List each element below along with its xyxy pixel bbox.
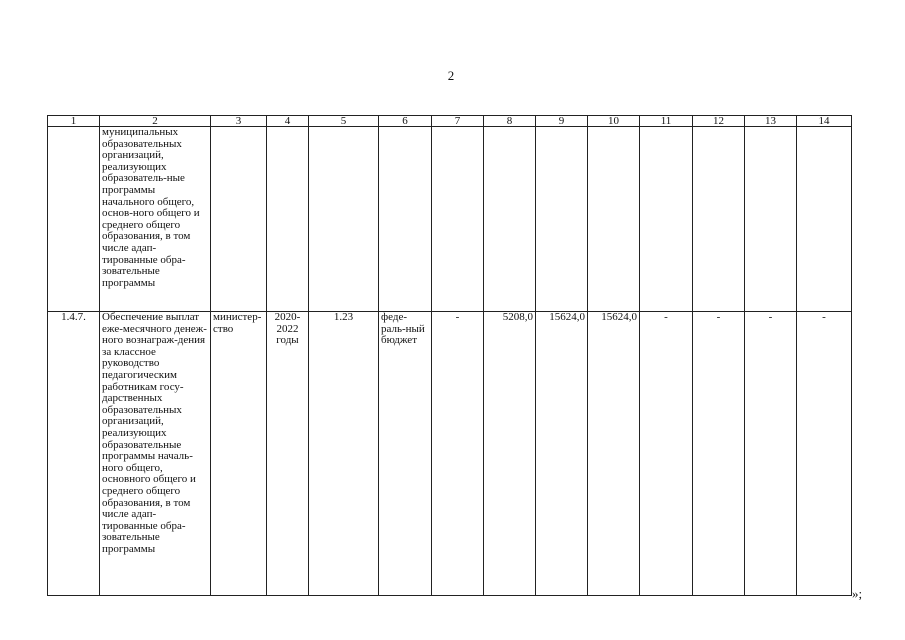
cell-col10: 15624,0	[588, 312, 640, 596]
cell-col9	[536, 127, 588, 312]
cell-executor	[211, 127, 267, 312]
header-cell-4: 4	[267, 116, 309, 127]
program-table	[47, 115, 852, 596]
header-row	[48, 116, 852, 127]
cell-col11	[640, 127, 693, 312]
cell-description: муниципальных образовательных организаций, реализующих образователь-ные программы начального общего, основ-ного общего и среднего общего образования, в том числе адап-тированные обра-зовательные программы	[100, 127, 211, 312]
cell-col8	[484, 127, 536, 312]
table-row-1-4-7	[48, 312, 852, 596]
cell-source	[379, 127, 432, 312]
cell-col14: -	[797, 312, 852, 596]
cell-col12	[693, 127, 745, 312]
cell-num	[48, 127, 100, 312]
header-cell-3: 3	[211, 116, 267, 127]
cell-col7: -	[432, 312, 484, 596]
header-cell-11: 11	[640, 116, 693, 127]
cell-col14	[797, 127, 852, 312]
cell-col13	[745, 127, 797, 312]
cell-num: 1.4.7.	[48, 312, 100, 596]
cell-col7	[432, 127, 484, 312]
cell-col10	[588, 127, 640, 312]
cell-col13: -	[745, 312, 797, 596]
header-cell-5: 5	[309, 116, 379, 127]
closing-quote-mark: »;	[852, 586, 863, 601]
page-number: 2	[447, 68, 455, 83]
header-cell-7: 7	[432, 116, 484, 127]
cell-period	[267, 127, 309, 312]
cell-period: 2020-2022 годы	[267, 312, 309, 596]
cell-col8: 5208,0	[484, 312, 536, 596]
header-cell-12: 12	[693, 116, 745, 127]
cell-description: Обеспечение выплат еже-месячного денеж-ного вознаграж-дения за классное руководство педагогическим работникам госу-дарственных образовательных организаций, реализующих образовательные программы началь-ного общего, основного общего и среднего общего образования, в том числе адап-тированные обра-зовательные программы	[100, 312, 211, 596]
cell-executor: министер-ство	[211, 312, 267, 596]
header-cell-14: 14	[797, 116, 852, 127]
header-cell-2: 2	[100, 116, 211, 127]
header-cell-13: 13	[745, 116, 797, 127]
table-row-continuation	[48, 127, 852, 312]
cell-col12: -	[693, 312, 745, 596]
header-cell-10: 10	[588, 116, 640, 127]
header-cell-1: 1	[48, 116, 100, 127]
cell-indicator: 1.23	[309, 312, 379, 596]
header-cell-9: 9	[536, 116, 588, 127]
header-cell-8: 8	[484, 116, 536, 127]
cell-source: феде-раль-ный бюджет	[379, 312, 432, 596]
cell-col11: -	[640, 312, 693, 596]
header-cell-6: 6	[379, 116, 432, 127]
cell-indicator	[309, 127, 379, 312]
cell-col9: 15624,0	[536, 312, 588, 596]
